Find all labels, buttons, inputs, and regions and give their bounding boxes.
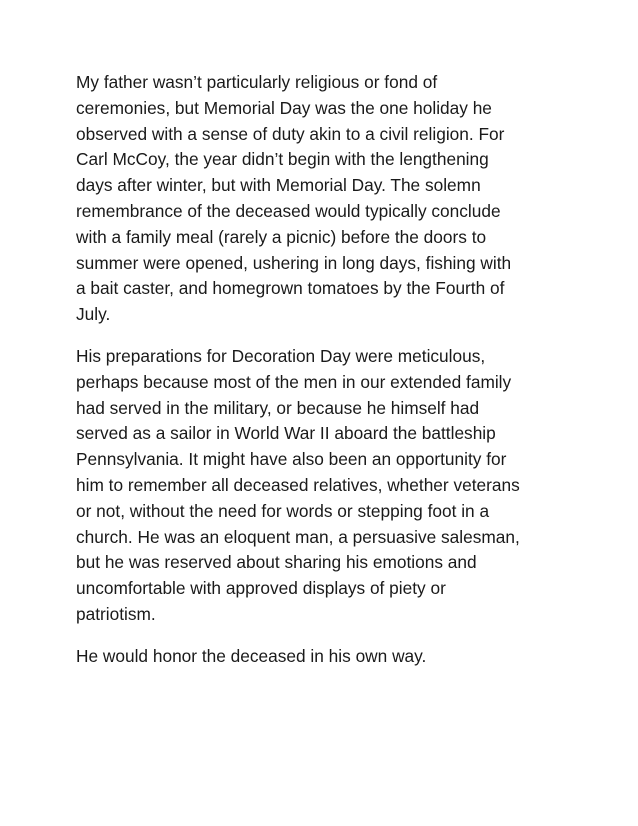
paragraph-1: My father wasn’t particularly religious or fond of ceremonies, but Memorial Day was the one holiday he observed with a sense of duty akin to a civil religion. For Carl McCoy, the year didn’t begin with the lengthening days after winter, but with Memorial Day. The solemn remembrance of the deceased would typically conclude with a family meal (rarely a picnic) before the doors to summer were opened, ushering in long days, fishing with a bait caster, and homegrown tomatoes by the Fourth of July.	[76, 72, 512, 325]
paragraph-2: His preparations for Decoration Day were meticulous, perhaps because most of the men in our extended family had served in the military, or because he himself had served as a sailor in World War II aboard the battleship Pennsylvania. It might have also been an opportunity for him to remember all deceased relatives, whether veterans or not, without the need for words or stepping foot in a church. He was an eloquent man, a persuasive salesman, but he was reserved about sharing his emotions and uncomfortable with approved displays of piety or patriotism.	[76, 345, 520, 624]
paragraph-3: He would honor the deceased in his own way.	[76, 645, 427, 666]
